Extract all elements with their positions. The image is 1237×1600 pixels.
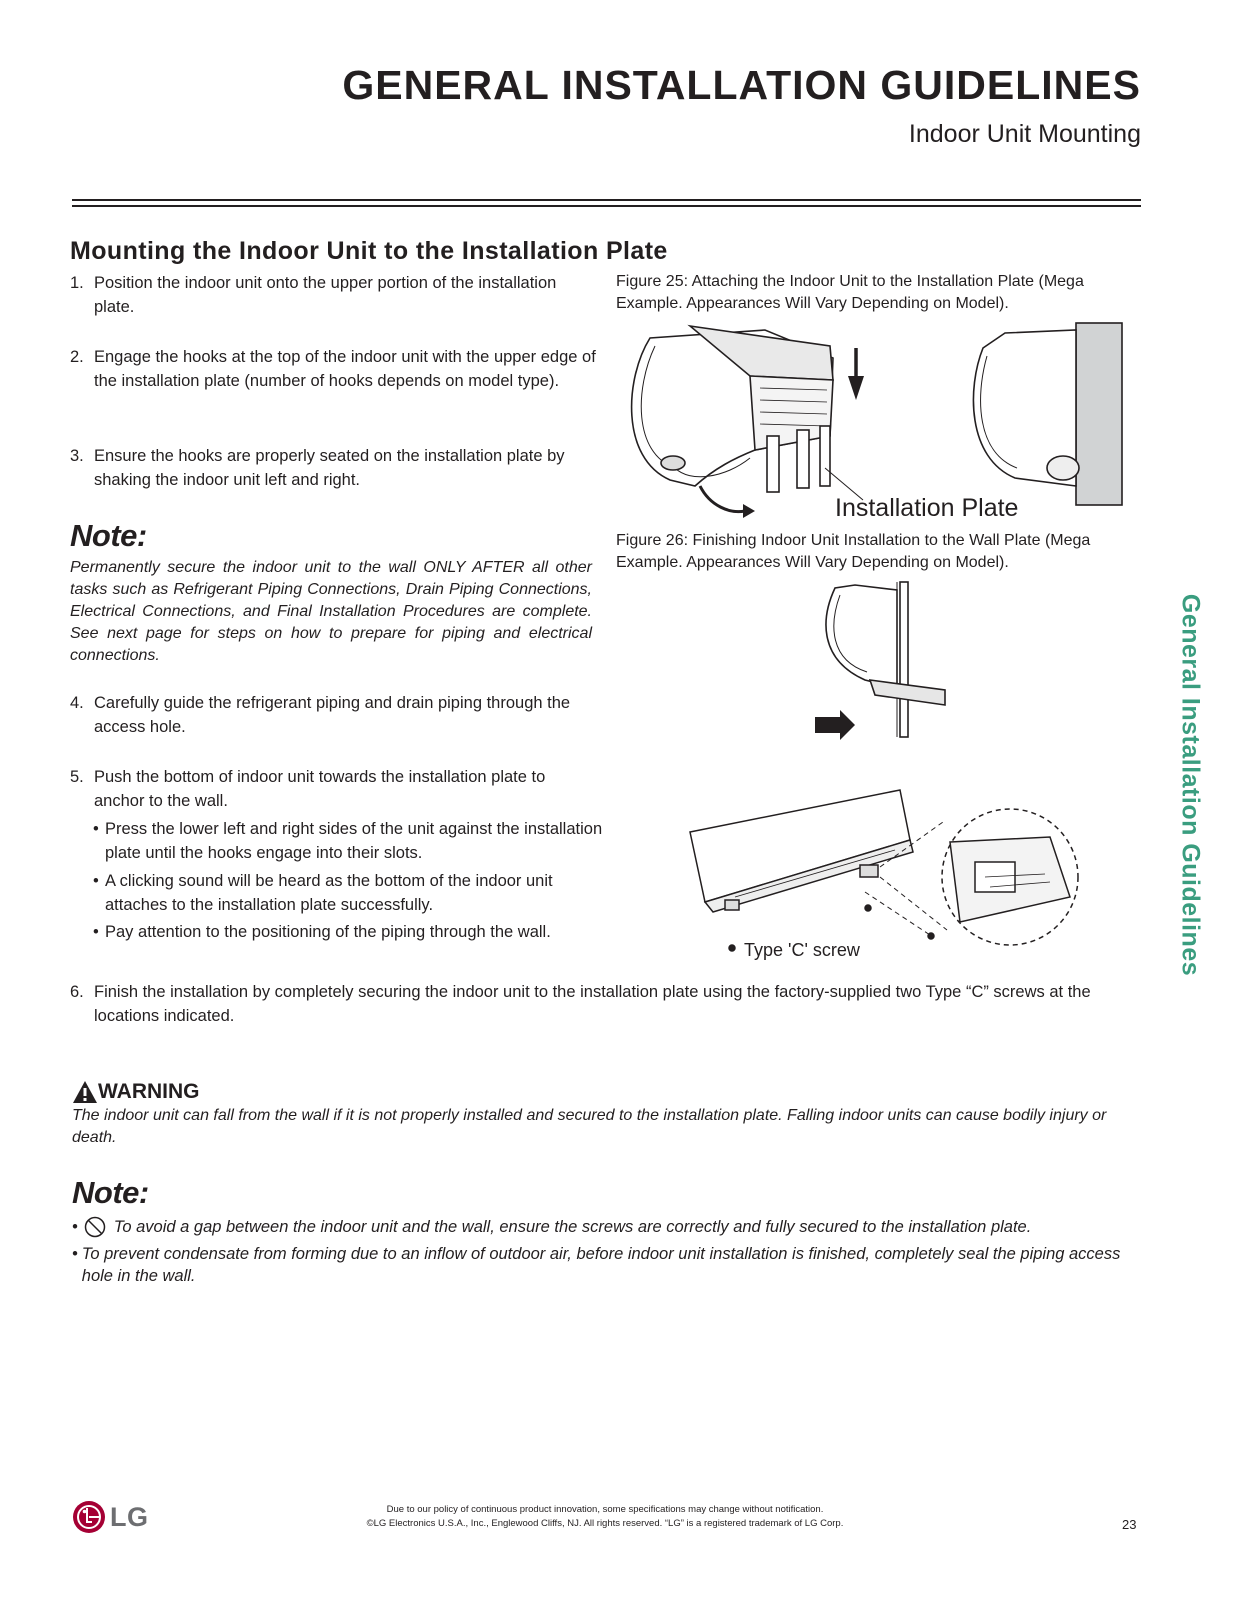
warning-header: [72, 1080, 200, 1104]
step-1: [70, 271, 600, 319]
note-2-item: [72, 1216, 1147, 1238]
side-tab: [1170, 565, 1210, 1005]
header-rule-bottom: [72, 205, 1141, 207]
rotate-arrow-head: [743, 504, 755, 518]
prohibited-icon: [84, 1216, 106, 1238]
step-number: 1.: [70, 274, 84, 292]
bullet-text: Press the lower left and right sides of the unit against the installation plate until the hooks engage into their slots.: [105, 820, 603, 862]
step-number: 2.: [70, 348, 84, 366]
note-2-heading: Note:: [72, 1175, 149, 1210]
step-number: 5.: [70, 768, 84, 786]
figure-26-screw-detail: [685, 782, 1085, 957]
wall-section: [900, 582, 908, 737]
indoor-unit-tilted: [632, 326, 833, 492]
note-body: Permanently secure the indoor unit to the wall ONLY AFTER all other tasks such as Refrigerant Piping Connections, Drain Piping Connections, Electrical Connections, and Final Installation Procedures are complete. See next page for steps on how to prepare for piping and electrical connections.: [70, 559, 592, 664]
bullet-dot: •: [93, 923, 99, 941]
step-number: 3.: [70, 447, 84, 465]
down-arrow-head: [848, 376, 864, 400]
step-text: Finish the installation by completely securing the indoor unit to the installation plate using the factory-supplied two Type “C” screws at the locations indicated.: [94, 983, 1091, 1025]
indoor-unit-mounted: [973, 323, 1122, 505]
step-6: [70, 980, 1145, 1028]
step-text: Position the indoor unit onto the upper portion of the installation plate.: [94, 274, 557, 316]
page-subtitle: Indoor Unit Mounting: [908, 120, 1141, 148]
footer-copyright: ©LG Electronics U.S.A., Inc., Englewood Cliffs, NJ. All rights reserved. “LG” is a registered trademark of LG Corp.: [366, 1518, 844, 1529]
screw-marker: [865, 905, 871, 911]
note-2-text: To prevent condensate from forming due to an inflow of outdoor air, before indoor unit installation is finished, completely seal the piping access hole in the wall.: [81, 1245, 1121, 1285]
step-number: 6.: [70, 983, 84, 1001]
page-title: GENERAL INSTALLATION GUIDELINES: [342, 62, 1141, 108]
step-5-bullet: [93, 817, 603, 865]
warning-icon: [72, 1080, 98, 1104]
step-2: [70, 345, 600, 393]
bullet-text: A clicking sound will be heard as the bottom of the indoor unit attaches to the installation plate successfully.: [105, 872, 553, 914]
lg-logo-icon: [72, 1500, 106, 1534]
push-arrow: [815, 710, 855, 740]
unit-side: [826, 585, 897, 688]
note-2-item: [72, 1243, 1147, 1287]
rotate-arrow: [700, 486, 745, 512]
screw-label: Type 'C' screw: [744, 940, 860, 960]
note-2-text: To avoid a gap between the indoor unit and the wall, ensure the screws are correctly and fully secured to the installation plate.: [113, 1218, 1032, 1236]
step-3: [70, 444, 600, 492]
footer-disclaimer: Due to our policy of continuous product innovation, some specifications may change without notification.: [386, 1504, 824, 1515]
lg-logo: [72, 1500, 149, 1534]
step-4: [70, 691, 600, 739]
step-text: Ensure the hooks are properly seated on the installation plate by shaking the indoor unit left and right.: [94, 447, 565, 489]
bullet-text: Pay attention to the positioning of the piping through the wall.: [105, 923, 551, 941]
screw-marker: [729, 945, 735, 951]
step-number: 4.: [70, 694, 84, 712]
bullet-dot: •: [93, 872, 99, 890]
step-5: [70, 765, 600, 813]
figure-25-caption: Figure 25: Attaching the Indoor Unit to the Installation Plate (Mega Example. Appearances Will Vary Depending on Model).: [616, 273, 1084, 312]
side-tab-label: General Installation Guidelines: [1176, 593, 1205, 977]
bullet-dot: •: [72, 1218, 78, 1236]
step-5-bullet: [93, 869, 603, 917]
figure-26-side-view: [805, 580, 955, 740]
step-text: Push the bottom of indoor unit towards the installation plate to anchor to the wall.: [94, 768, 546, 810]
bullet-dot: •: [72, 1245, 78, 1263]
lg-logo-text: LG: [110, 1501, 149, 1532]
figure-26-caption: Figure 26: Finishing Indoor Unit Installation to the Wall Plate (Mega Example. Appearances Will Vary Depending on Model).: [616, 532, 1091, 571]
section-heading: Mounting the Indoor Unit to the Installation Plate: [70, 237, 668, 265]
warning-label: WARNING: [98, 1080, 200, 1103]
page-number: 23: [1122, 1517, 1137, 1532]
bullet-dot: •: [93, 820, 99, 838]
step-5-bullet: [93, 920, 603, 944]
installation-plate-label: Installation Plate: [835, 494, 1019, 522]
warning-body: The indoor unit can fall from the wall if it is not properly installed and secured to the installation plate. Falling indoor units can cause bodily injury or death.: [72, 1107, 1107, 1146]
screw-marker: [928, 933, 934, 939]
note-heading: Note:: [70, 518, 147, 553]
step-text: Engage the hooks at the top of the indoor unit with the upper edge of the installation plate (number of hooks depends on model type).: [94, 348, 596, 390]
step-text: Carefully guide the refrigerant piping and drain piping through the access hole.: [94, 694, 571, 736]
header-rule-top: [72, 199, 1141, 201]
